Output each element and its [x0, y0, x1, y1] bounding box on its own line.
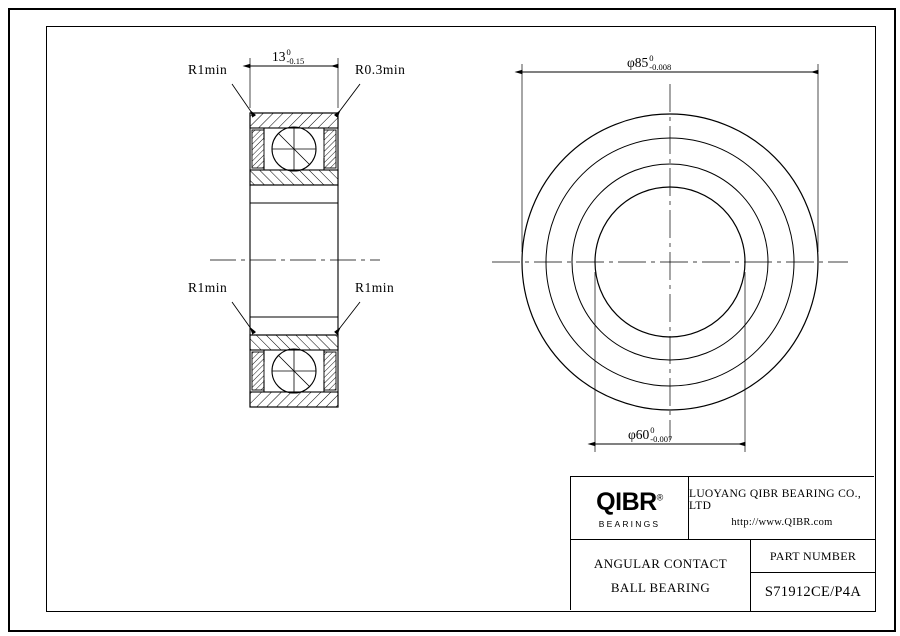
registered-trademark-icon: ® [656, 492, 663, 503]
logo-text [596, 488, 663, 517]
description-line-2: BALL BEARING [610, 579, 711, 595]
dimension-od-tolerance [648, 54, 671, 72]
dimension-bore-value: 60 [635, 426, 650, 442]
part-number-cell [751, 540, 875, 611]
dimension-outer-diameter [627, 54, 671, 72]
product-description [571, 540, 751, 611]
part-number-value: S71912CE/P4A [764, 583, 862, 600]
dimension-width-value: 13 [272, 48, 286, 64]
logo-subtitle: BEARINGS [598, 518, 661, 529]
dimension-od-value: 85 [634, 54, 649, 70]
title-block-body [571, 540, 875, 611]
tol-upper: 0 [649, 53, 654, 63]
company-logo [571, 477, 689, 539]
title-block-header [571, 477, 875, 540]
label-r1min-top-left: R1min [188, 62, 228, 77]
title-block [570, 476, 874, 610]
company-info [689, 488, 875, 528]
logo-word: QIBR [596, 487, 657, 516]
tol-lower: -0.15 [286, 55, 305, 66]
tol-lower: -0.008 [649, 61, 672, 72]
dimension-bore-symbol: φ [628, 426, 636, 442]
label-r1min-bottom-left: R1min [188, 280, 228, 295]
part-number-header: PART NUMBER [751, 540, 875, 573]
description-line-1: ANGULAR CONTACT [593, 555, 728, 571]
company-website: http://www.QIBR.com [731, 517, 833, 528]
dimension-width [272, 48, 304, 66]
label-r1min-bottom-right: R1min [355, 280, 395, 295]
tol-upper: 0 [286, 47, 291, 57]
company-name: LUOYANG QIBR BEARING CO., LTD [689, 488, 862, 512]
tol-lower: -0.007 [650, 433, 673, 444]
dimension-bore-tolerance [649, 426, 672, 444]
label-r03min-top-right: R0.3min [355, 62, 406, 77]
tol-upper: 0 [650, 425, 655, 435]
dimension-od-symbol: φ [627, 54, 635, 70]
dimension-width-tolerance [286, 48, 305, 66]
dimension-bore-diameter [628, 426, 672, 444]
